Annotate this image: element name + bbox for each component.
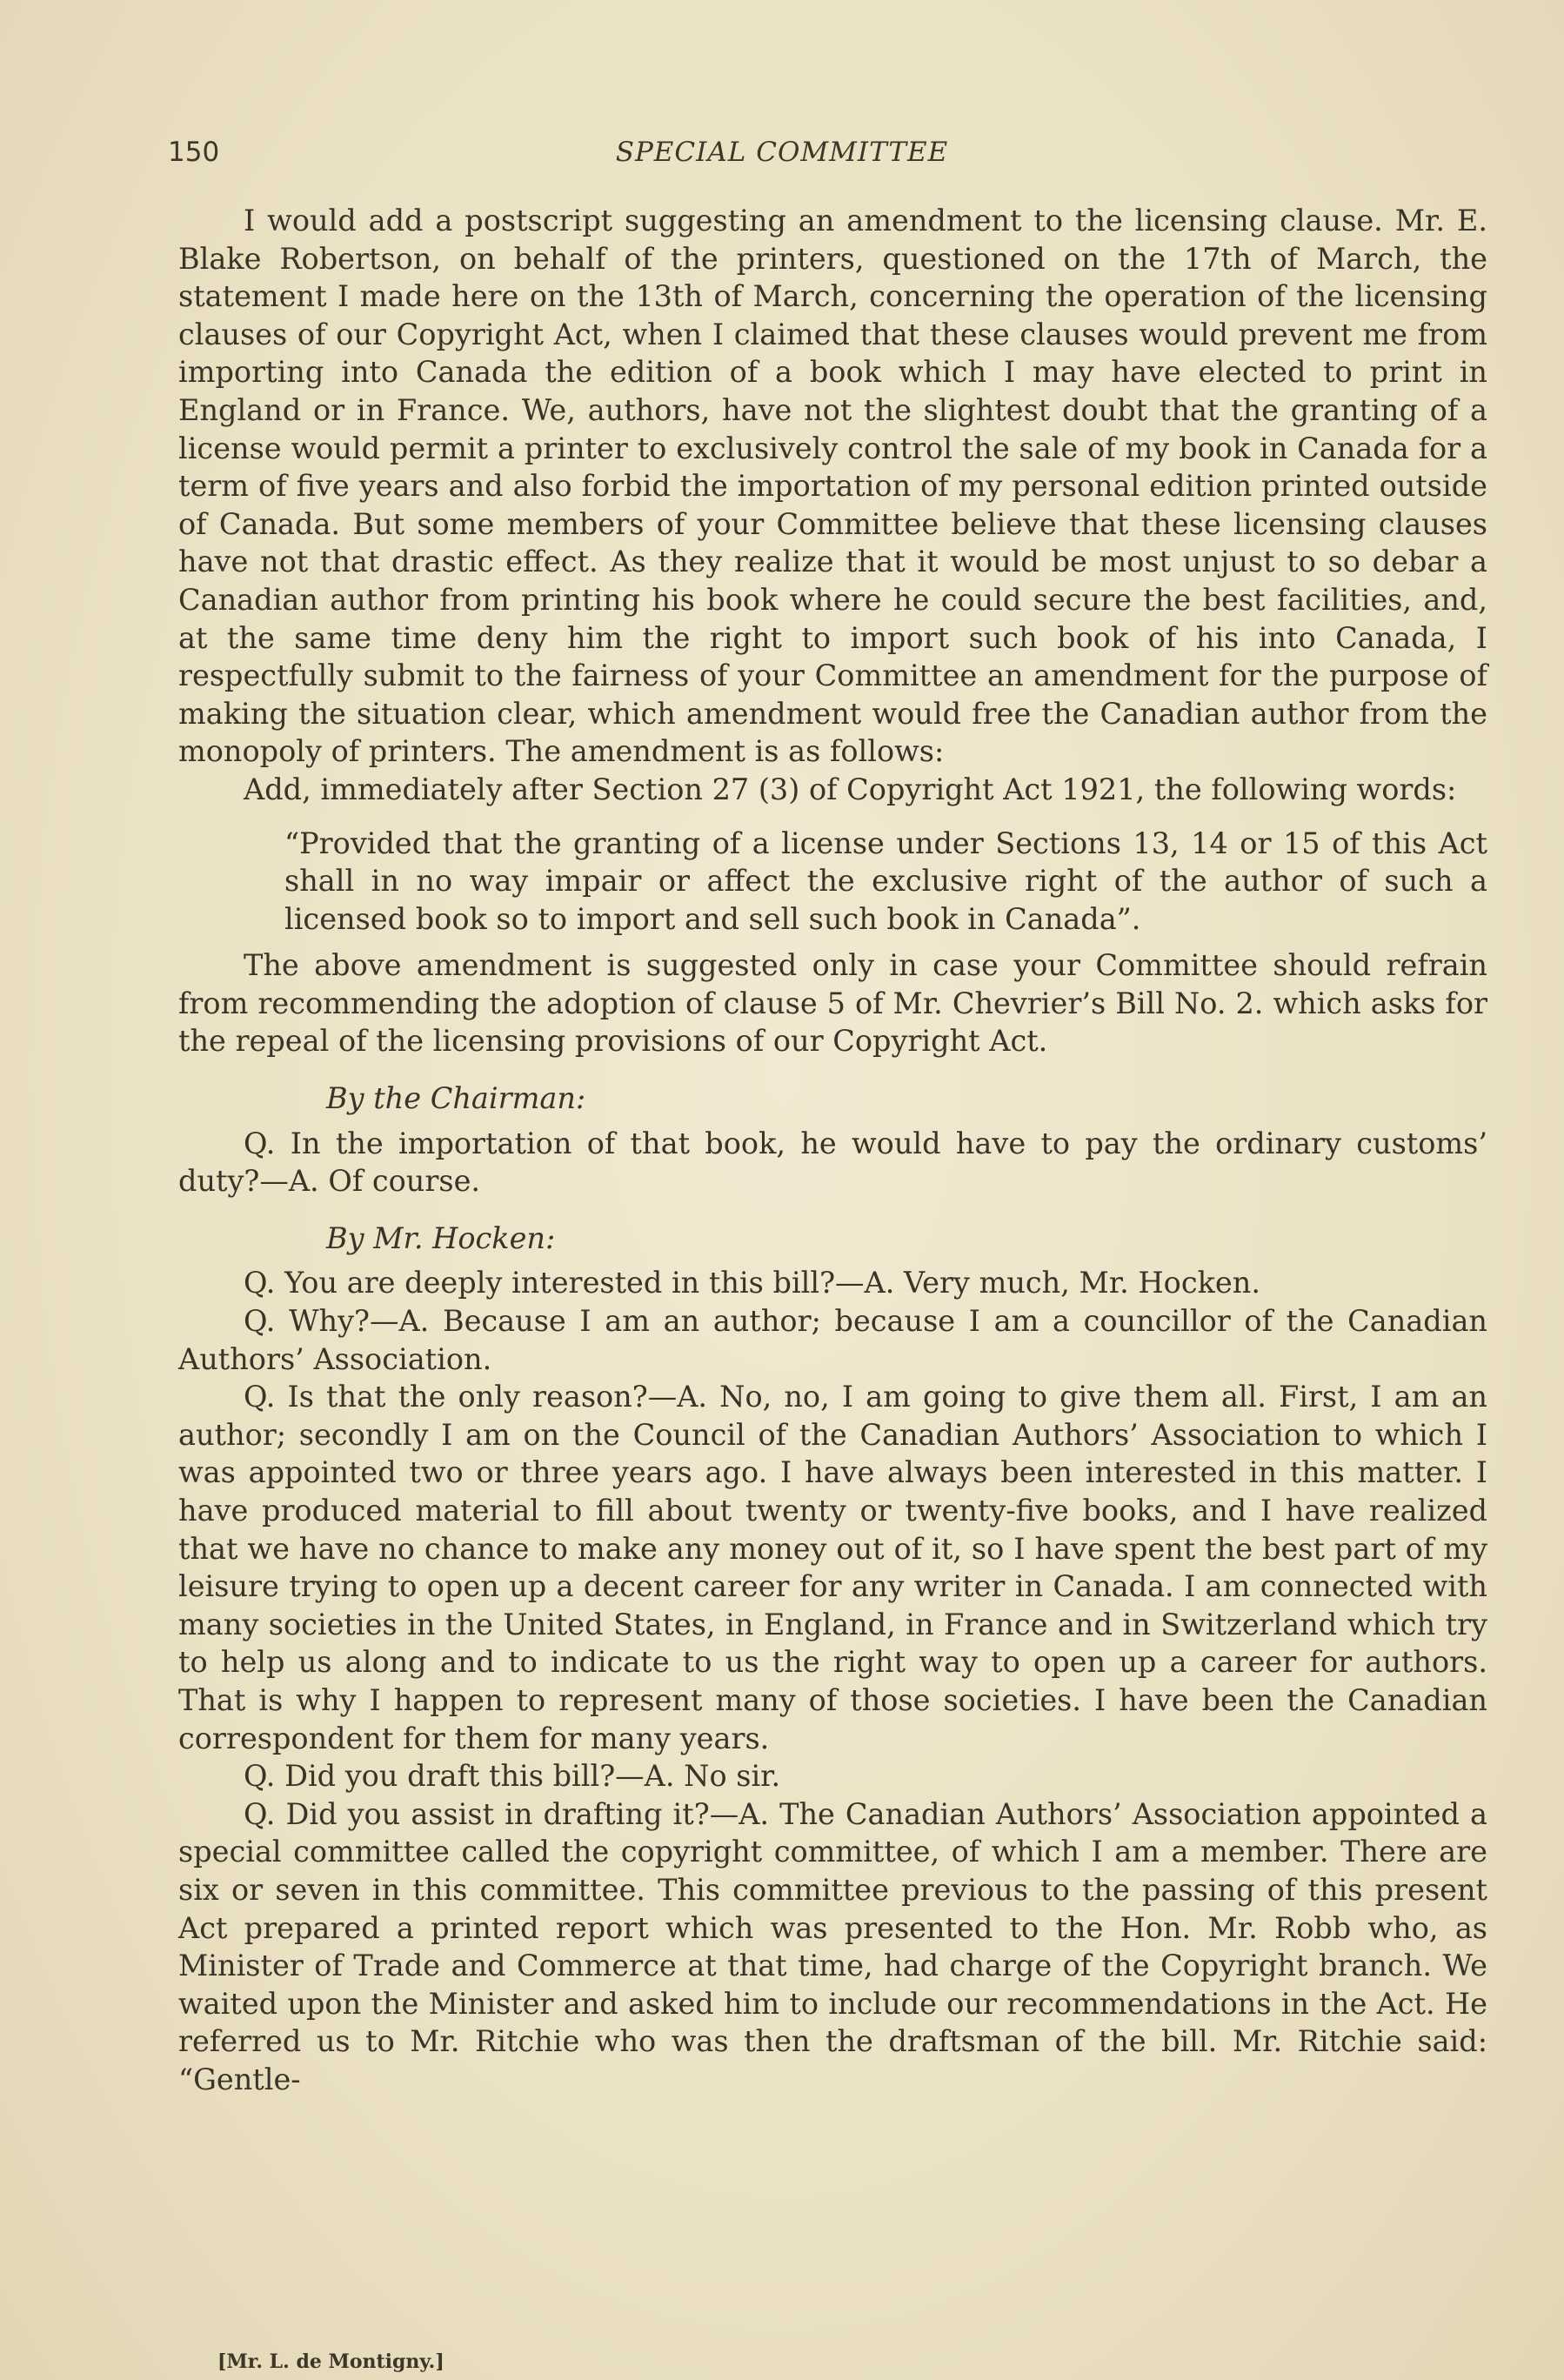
- paragraph-amendment-intro: Add, immediately after Section 27 (3) of Copyright Act 1921, the following words:: [244, 772, 1457, 806]
- amendment-quote: “Provided that the granting of a license under Sections 13, 14 or 15 of this Act shall in no way impair or affect the exclusive right of the author of such a licensed book so to import and sell such book in Canada”.: [284, 826, 1487, 936]
- page-header: [0, 130, 1564, 174]
- paragraph-postscript: I would add a postscript suggesting an amendment to the licensing clause. Mr. E. Blake Robertson, on behalf of the printers, questioned on the 17th of March, the statement I made here on the 13th of March, concerning the operation of the licensing clauses of our Copyright Act, when I claimed that these clauses would prevent me from importing into Canada the edition of a book which I may have elected to print in England or in France. We, authors, have not the slightest doubt that the granting of a license would permit a printer to exclusively control the sale of my book in Canada for a term of five years and also forbid the importation of my personal edition printed outside of Canada. But some members of your Committee believe that these licensing clauses have not that drastic effect. As they realize that it would be most unjust to so debar a Canadian author from printing his book where he could secure the best facilities, and, at the same time deny him the right to import such book of his into Canada, I respectfully submit to the fairness of your Committee an amendment for the purpose of making the situation clear, which amendment would free the Canadian author from the monopoly of printers. The amendment is as follows:: [178, 204, 1487, 769]
- speaker-heading-hocken: By Mr. Hocken:: [326, 1220, 556, 1255]
- qa-interest: Q. You are deeply interested in this bill?—A. Very much, Mr. Hocken.: [244, 1266, 1260, 1300]
- qa-only-reason: Q. Is that the only reason?—A. No, no, I am going to give them all. First, I am an author; secondly I am on the Council of the Canadian Authors’ Association to which I was appointed two or three years ago. I have always been interested in this matter. I have produced material to fill about twenty or twenty-five books, and I have realized that we have no chance to make any money out of it, so I have spent the best part of my leisure trying to open up a decent career for any writer in Canada. I am connected with many societies in the United States, in England, in France and in Switzerland which try to help us along and to indicate to us the right way to open up a career for authors. That is why I happen to represent many of those societies. I have been the Canadian correspondent for them for many years.: [178, 1380, 1487, 1755]
- paragraph-amendment-condition: The above amendment is suggested only in case your Committee should refrain from recommending the adoption of clause 5 of Mr. Chevrier’s Bill No. 2. which asks for the repeal of the licensing provisions of our Copyright Act.: [178, 948, 1487, 1059]
- qa-assist-drafting: Q. Did you assist in drafting it?—A. The Canadian Authors’ Association appointed a special committee called the copyright committee, of which I am a member. There are six or seven in this committee. This committee previous to the passing of this present Act prepared a printed report which was presented to the Hon. Mr. Robb who, as Minister of Trade and Commerce at that time, had charge of the Copyright branch. We waited upon the Minister and asked him to include our recommendations in the Act. He referred us to Mr. Ritchie who was then the draftsman of the bill. Mr. Ritchie said: “Gentle-: [178, 1796, 1487, 2096]
- qa-why: Q. Why?—A. Because I am an author; because I am a councillor of the Canadian Authors’ Association.: [178, 1304, 1487, 1376]
- running-title: SPECIAL COMMITTEE: [615, 137, 949, 168]
- speaker-footer-note: [Mr. L. de Montigny.]: [217, 2350, 444, 2373]
- page-number: 150: [168, 137, 220, 168]
- body-text: [178, 202, 1487, 2099]
- qa-customs-duty: Q. In the importation of that book, he would have to pay the ordinary customs’ duty?—A. Of course.: [178, 1126, 1487, 1199]
- qa-draft-bill: Q. Did you draft this bill?—A. No sir.: [244, 1759, 781, 1794]
- speaker-heading-chairman: By the Chairman:: [326, 1081, 586, 1116]
